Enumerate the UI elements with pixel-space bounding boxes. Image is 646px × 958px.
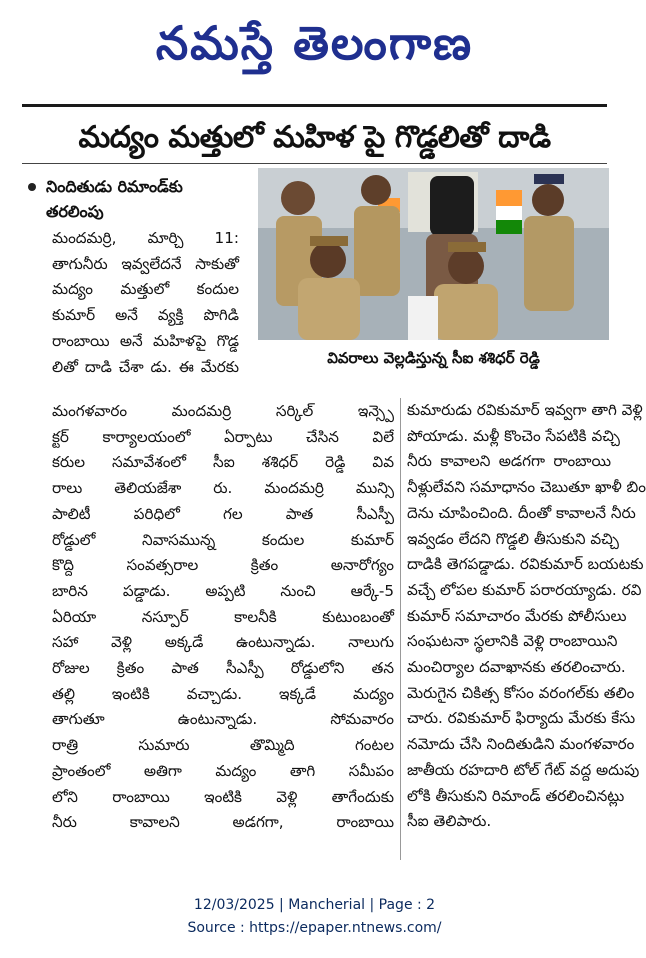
article-column-right xyxy=(407,398,646,835)
headline-rule xyxy=(22,163,607,164)
article-line: జాతీయ రహదారి టోల్ గేట్ వద్ద అదుపు xyxy=(407,760,640,779)
article-line: నీళ్లులేవని సమాధానం చెబుతూ ఖాళీ బిం xyxy=(407,478,646,497)
article-column-top-left xyxy=(52,226,239,380)
article-line: మంచిర్యాల దవాఖానకు తరలించారు. xyxy=(407,658,626,677)
article-headline: మద్యం మత్తులో మహిళ పై గొడ్డలితో దాడి xyxy=(78,120,551,155)
article-line: మద్యం మత్తులో కందుల xyxy=(52,280,239,299)
article-line: దాడికి తెగపడ్డాడు. రవికుమార్ బయటకు xyxy=(407,555,644,574)
newspaper-logo: నమస్తే తెలంగాణ xyxy=(155,16,474,70)
article-line: చారు. రవికుమార్ ఫిర్యాదు మేరకు కేసు xyxy=(407,709,636,728)
bullet-icon xyxy=(28,183,36,191)
article-line: నీరు కావాలని అడగగా, రాంబాయి xyxy=(52,813,394,832)
article-line: సంఘటనా స్థలానికి వెళ్లి రాంబాయిని xyxy=(407,632,618,651)
article-line: బారిన పడ్డాడు. అప్పటి నుంచి ఆర్కే-5 xyxy=(52,581,394,600)
article-line: ఇవ్వడం లేదని గొడ్డలి తీసుకుని వచ్చి xyxy=(407,529,619,548)
column-divider xyxy=(400,398,401,860)
article-line: కుమార్ అనే వ్యక్తి పొగిడి xyxy=(52,306,239,325)
article-line: ప్రాంతంలో అతిగా మద్యం తాగి సమీపం xyxy=(52,761,394,780)
article-line: క్టర్ కార్యాలయంలో ఏర్పాటు చేసిన విలే xyxy=(52,427,394,446)
article-line: నీరు కావాలని అడగగా రాంబాయి xyxy=(407,452,611,471)
article-photo xyxy=(258,168,609,340)
footer-date-edition: 12/03/2025 | Mancherial | Page : 2 xyxy=(193,897,436,913)
article-line: కొద్ది సంవత్సరాల క్రితం అనారోగ్యం xyxy=(52,556,394,575)
article-line: రాంబాయి అనే మహిళపై గొడ్డ xyxy=(52,331,239,350)
masthead xyxy=(0,8,629,78)
article-column-left xyxy=(52,399,394,836)
bullet-point xyxy=(24,174,239,224)
article-line: మందమర్రి, మార్చి 11: xyxy=(52,229,239,247)
article-line: లితో దాడి చేశా డు. ఈ మేరకు xyxy=(52,357,239,376)
article-line: రాత్రి సుమారు తొమ్మిది గంటల xyxy=(52,736,394,755)
photo-caption: వివరాలు వెల్లడిస్తున్న సీఐ శశిధర్ రెడ్డి xyxy=(327,349,540,367)
subheadline xyxy=(24,174,239,224)
subheadline-line: తరలింపు xyxy=(46,202,104,221)
officers-photo-illustration xyxy=(258,168,609,340)
article-line: సీఐ తెలిపారు. xyxy=(407,812,492,831)
article-line: రోడ్డులో నివాసమున్న కందుల కుమార్ xyxy=(52,530,394,549)
article-line: సహా వెళ్లి అక్కడే ఉంటున్నాడు. నాలుగు xyxy=(52,633,394,652)
article-line: ఏరియా నస్పూర్ కాలనీకి కుటుంబంతో xyxy=(52,607,394,626)
article-line: పోయాడు. మళ్లీ కొంచెం సేపటికి వచ్చి xyxy=(407,426,620,445)
masthead-rule xyxy=(22,104,607,107)
article-line: తాగునీరు ఇవ్వలేదనే సాకుతో xyxy=(52,254,239,273)
article-line: లోని రాంబాయి ఇంటికి వెళ్లి తాగేందుకు xyxy=(52,787,394,806)
article-line: వచ్చే లోపల కుమార్ పరారయ్యాడు. రవి xyxy=(407,580,642,599)
article-line: కుమారుడు రవికుమార్ ఇవ్వగా తాగి వెళ్లి xyxy=(407,401,643,419)
article-line: నమోదు చేసి నిందితుడిని మంగళవారం xyxy=(407,735,635,754)
article-line: మంగళవారం మందమర్రి సర్కిల్ ఇన్స్పె xyxy=(52,402,394,420)
article-line: పాలిటీ పరిధిలో గల పాత సీఎస్పీ xyxy=(52,504,394,523)
subheadline-line: నిందితుడు రిమాండ్‌కు xyxy=(46,177,183,196)
article-line: మెరుగైన చికిత్స కోసం వరంగల్‌కు తలిం xyxy=(407,683,635,702)
footer-source-link[interactable]: Source : https://epaper.ntnews.com/ xyxy=(187,920,442,936)
article-line: దెను చూపించింది. దీంతో కావాలనే నీరు xyxy=(407,503,636,522)
article-line: కరుల సమావేశంలో సీఐ శశిధర్ రెడ్డి వివ xyxy=(52,453,394,472)
article-line: కుమార్ సమాచారం మేరకు పోలీసులు xyxy=(407,606,627,625)
article-line: తల్లి ఇంటికి వచ్చాడు. ఇక్కడే మద్యం xyxy=(52,684,394,703)
article-line: రాలు తెలియజేశా రు. మందమర్రి మున్సి xyxy=(52,479,394,498)
article-line: రోజుల క్రితం పాత సీఎస్పీ రోడ్డులోని తన xyxy=(52,659,394,678)
article-line: తాగుతూ ఉంటున్నాడు. సోమవారం xyxy=(52,710,394,729)
article-line: లోకి తీసుకుని రిమాండ్ తరలించినట్లు xyxy=(407,786,625,805)
